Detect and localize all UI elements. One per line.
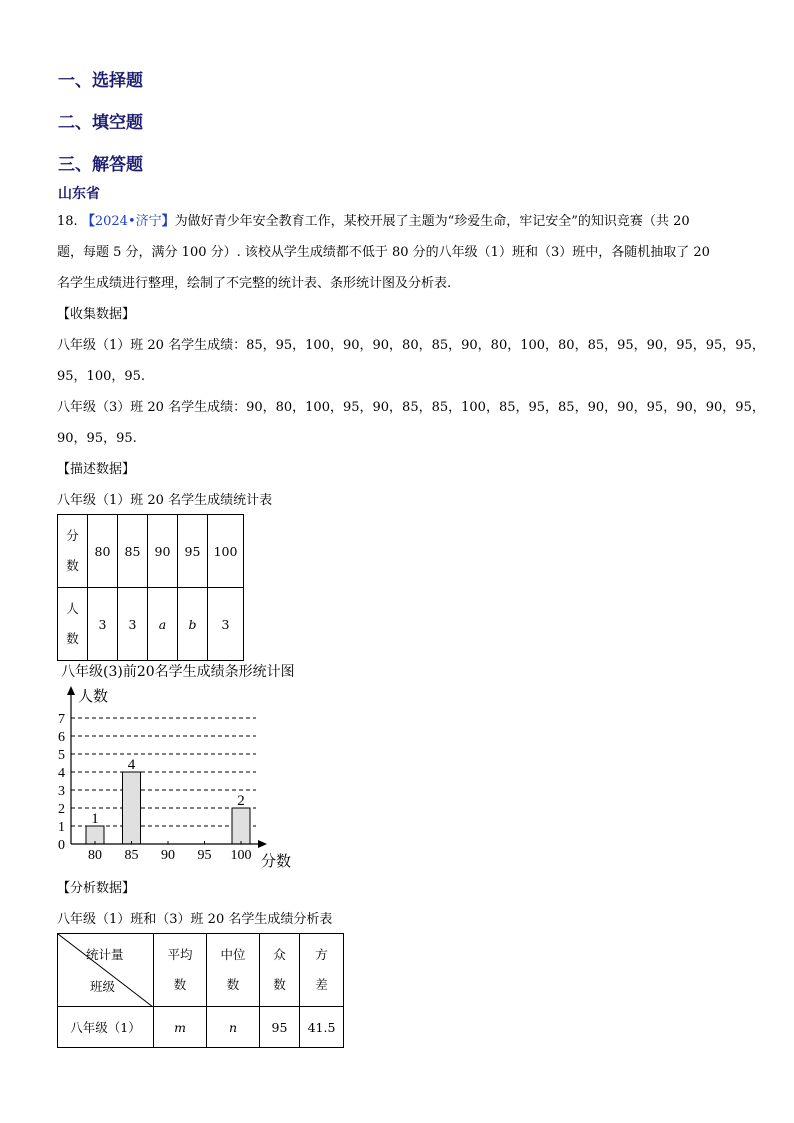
problem-line-2: 题，每题 5 分，满分 100 分）. 该校从学生成绩都不低于 80 分的八年级（1）班和（3）班中，各随机抽取了 20 xyxy=(57,245,710,260)
class1-scores-line-2: 95，100，95. xyxy=(57,369,146,384)
bar-data-label: 4 xyxy=(127,757,136,773)
bar-chart xyxy=(50,683,310,868)
section-heading-answer: 三、解答题 xyxy=(58,155,143,175)
bar-data-label: 2 xyxy=(237,793,245,809)
y-tick-label: 3 xyxy=(58,784,65,799)
source-bracket-open: 【 xyxy=(81,214,95,229)
y-tick-label: 4 xyxy=(58,766,65,781)
y-tick-label: 5 xyxy=(58,748,65,763)
province-label: 山东省 xyxy=(58,186,100,202)
problem-number: 18. xyxy=(57,214,78,229)
class1-scores-line-1: 八年级（1）班 20 名学生成绩：85，95，100，90，90，80，85，90，80，100，80，85，95，90，95，95，95， xyxy=(57,338,765,353)
x-tick-label: 95 xyxy=(197,848,212,863)
stats-table-cell: 3 xyxy=(118,588,148,661)
section-heading-fill: 二、填空题 xyxy=(58,113,143,133)
analysis-cell: 95 xyxy=(260,1007,300,1048)
problem-text: 为做好青少年安全教育工作，某校开展了主题为“珍爱生命，牢记安全”的知识竞赛（共 20 xyxy=(174,214,690,229)
y-tick-label: 1 xyxy=(58,820,65,835)
analysis-header-cell: 平均 数 xyxy=(154,934,207,1007)
analysis-header-cell: 方 差 xyxy=(300,934,344,1007)
analysis-table-header-row xyxy=(58,934,344,1007)
bar-data-label: 1 xyxy=(91,811,99,827)
analysis-table xyxy=(57,933,344,1048)
source-dot: • xyxy=(127,214,136,229)
collect-heading: 【收集数据】 xyxy=(57,307,136,322)
stats-table-cell: 100 xyxy=(208,515,244,588)
stats-table-cell: a xyxy=(148,588,178,661)
stats-table-cell: 95 xyxy=(178,515,208,588)
x-tick-label: 80 xyxy=(88,848,102,863)
analysis-header-cell: 中位 数 xyxy=(207,934,260,1007)
x-tick-label: 85 xyxy=(124,848,139,863)
describe-heading: 【描述数据】 xyxy=(57,462,136,477)
y-tick-label: 7 xyxy=(58,712,65,727)
class3-scores-line-1: 八年级（3）班 20 名学生成绩：90，80，100，95，90，85，85，100，85，95，85，90，90，95，90，90，95， xyxy=(57,400,765,415)
x-axis-label: 分数 xyxy=(261,854,292,868)
stats-table-cell: b xyxy=(178,588,208,661)
analysis-cell: 41.5 xyxy=(300,1007,344,1048)
corner-top-label: 统计量 xyxy=(86,947,124,962)
source-bracket-close: 】 xyxy=(161,214,175,229)
source-city: 济宁 xyxy=(135,214,162,229)
bar xyxy=(232,808,250,844)
stats-table-cell: 3 xyxy=(208,588,244,661)
class3-scores-line-2: 90，95，95. xyxy=(57,431,137,446)
y-tick-label: 2 xyxy=(58,802,65,817)
analysis-row-label: 八年级（1） xyxy=(58,1007,154,1048)
stats-table-cell: 90 xyxy=(148,515,178,588)
stats-table-row-label: 分 数 xyxy=(58,515,88,588)
stats-table-cell: 80 xyxy=(88,515,118,588)
corner-bottom-label: 班级 xyxy=(90,979,116,994)
source-year: 2024 xyxy=(94,214,128,229)
x-tick-label: 90 xyxy=(161,848,175,863)
stats-table-score-row xyxy=(58,515,244,588)
analysis-header-cell: 众 数 xyxy=(260,934,300,1007)
stats-table-count-row xyxy=(58,588,244,661)
x-axis-arrow xyxy=(258,840,267,848)
stats-table-cell: 85 xyxy=(118,515,148,588)
bar xyxy=(123,772,141,844)
stats-table-cell: 3 xyxy=(88,588,118,661)
y-tick-label: 0 xyxy=(58,838,65,853)
problem-line-3: 名学生成绩进行整理，绘制了不完整的统计表、条形统计图及分析表. xyxy=(57,276,452,291)
analysis-table-row xyxy=(58,1007,344,1048)
x-tick-label: 100 xyxy=(230,848,252,863)
stats-table-title: 八年级（1）班 20 名学生成绩统计表 xyxy=(57,493,273,508)
analysis-cell: n xyxy=(207,1007,260,1048)
analyze-heading: 【分析数据】 xyxy=(57,881,136,896)
analysis-table-title: 八年级（1）班和（3）班 20 名学生成绩分析表 xyxy=(57,912,333,927)
chart-title: 八年级(3)前20名学生成绩条形统计图 xyxy=(61,664,295,680)
analysis-table-corner xyxy=(58,934,154,1007)
y-tick-label: 6 xyxy=(58,730,65,745)
problem-line-1 xyxy=(57,210,690,229)
analysis-cell: m xyxy=(154,1007,207,1048)
section-heading-choice: 一、选择题 xyxy=(58,71,143,91)
stats-table-row-label: 人 数 xyxy=(58,588,88,661)
stats-table xyxy=(57,514,244,661)
y-axis-label: 人数 xyxy=(78,689,109,705)
y-axis-arrow xyxy=(67,686,75,695)
